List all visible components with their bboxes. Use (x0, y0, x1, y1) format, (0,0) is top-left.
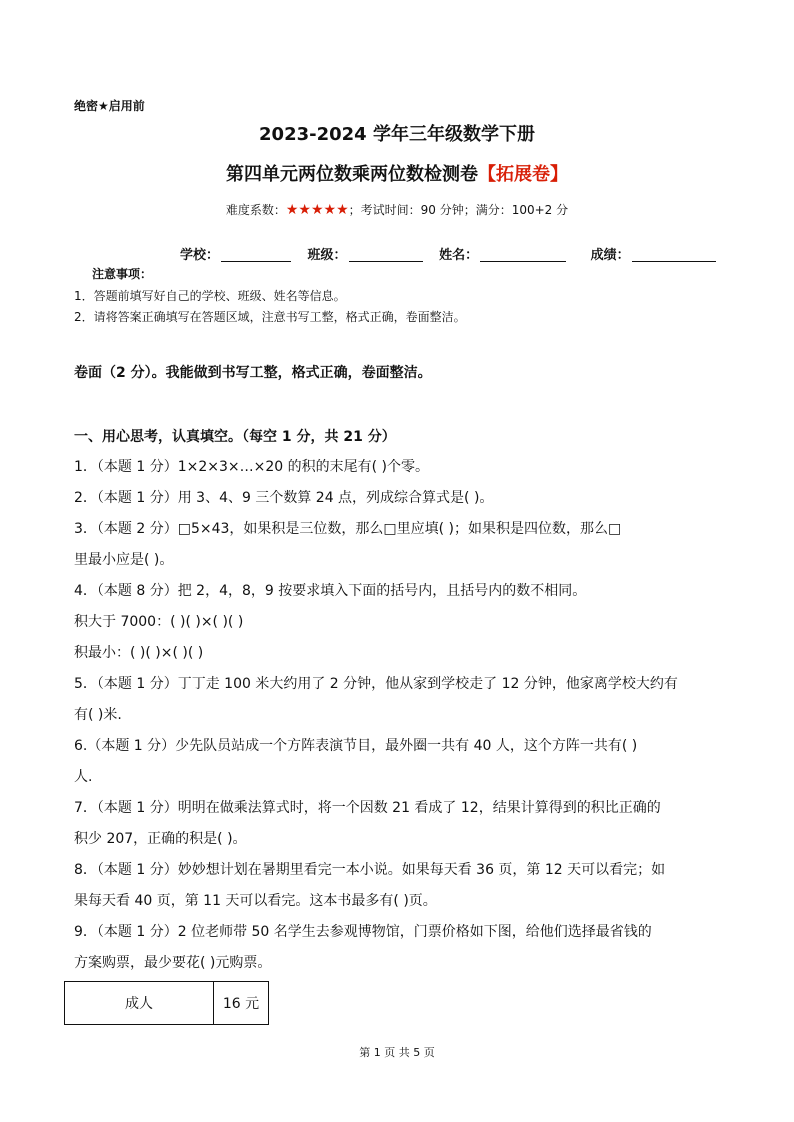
score-field[interactable] (591, 244, 716, 263)
student-info-fields (180, 244, 728, 263)
neatness-statement: 卷面（2 分）。我能做到书写工整，格式正确，卷面整洁。 (74, 365, 432, 381)
school-blank[interactable] (221, 247, 291, 262)
question-line: 人. (74, 769, 93, 785)
question-line: 8．（本题 1 分）妙妙想计划在暑期里看完一本小说。如果每天看 36 页，第 12 天可以看完；如 (74, 862, 666, 878)
exam-title-tag: 【拓展卷】 (478, 164, 568, 185)
question-line: 有( )米. (74, 707, 122, 723)
question-line: 积大于 7000：( )( )×( )( ) (74, 614, 244, 630)
difficulty-label: 难度系数： (225, 203, 286, 217)
exam-title-main: 第四单元两位数乘两位数检测卷 (226, 164, 478, 185)
question-line: 积少 207，正确的积是( )。 (74, 831, 247, 847)
score-label: 成绩： (590, 248, 630, 263)
table-cell: 16 元 (214, 982, 269, 1025)
question-line: 5．（本题 1 分）丁丁走 100 米大约用了 2 分钟，他从家到学校走了 12 分钟，他家离学校大约有 (74, 676, 678, 692)
school-label: 学校： (180, 248, 220, 263)
difficulty-stars-icon: ★★★★★ (285, 202, 349, 218)
class-blank[interactable] (349, 247, 423, 262)
question-line: 果每天看 40 页，第 11 天可以看完。这本书最多有( )页。 (74, 893, 437, 909)
exam-time-score: ；考试时间：90 分钟；满分：100+2 分 (348, 203, 569, 217)
exam-title-line1: 2023-2024 学年三年级数学下册 (259, 124, 535, 145)
question-line: 6.（本题 1 分）少先队员站成一个方阵表演节目，最外圈一共有 40 人，这个方阵一共有( ) (74, 738, 638, 754)
notice-heading: 注意事项： (92, 267, 153, 281)
question-line: 方案购票，最少要花( )元购票。 (74, 955, 272, 971)
question-line: 3．（本题 2 分）□5×43，如果积是三位数，那么□里应填( )；如果积是四位数，那么□ (74, 521, 622, 537)
exam-meta (0, 201, 794, 218)
question-line: 2．（本题 1 分）用 3、4、9 三个数算 24 点，列成综合算式是( )。 (74, 490, 494, 506)
confidential-label: 绝密★启用前 (74, 99, 145, 113)
notice-item: 2．请将答案正确填写在答题区域，注意书写工整，格式正确，卷面整洁。 (74, 310, 466, 324)
table-row (65, 982, 269, 1025)
exam-title-line2 (0, 160, 794, 186)
score-blank[interactable] (632, 247, 716, 262)
class-field[interactable] (308, 244, 423, 263)
question-line: 7．（本题 1 分）明明在做乘法算式时，将一个因数 21 看成了 12，结果计算得到的积比正确的 (74, 800, 661, 816)
ticket-price-table (64, 981, 269, 1025)
question-line: 里最小应是( )。 (74, 552, 174, 568)
school-field[interactable] (180, 244, 291, 263)
table-cell: 成人 (65, 982, 214, 1025)
question-line: 9．（本题 1 分）2 位老师带 50 名学生去参观博物馆，门票价格如下图，给他们选择最省钱的 (74, 924, 652, 940)
section1-heading: 一、用心思考，认真填空。（每空 1 分，共 21 分） (74, 429, 396, 445)
name-blank[interactable] (480, 247, 566, 262)
page-footer: 第 1 页 共 5 页 (359, 1046, 435, 1059)
notice-item: 1．答题前填写好自己的学校、班级、姓名等信息。 (74, 289, 346, 303)
name-label: 姓名： (439, 248, 479, 263)
question-line: 4．（本题 8 分）把 2，4，8，9 按要求填入下面的括号内，且括号内的数不相同。 (74, 583, 587, 599)
question-line: 积最小：( )( )×( )( ) (74, 645, 204, 661)
question-line: 1．（本题 1 分）1×2×3×…×20 的积的末尾有( )个零。 (74, 459, 429, 475)
name-field[interactable] (439, 244, 566, 263)
class-label: 班级： (307, 248, 347, 263)
